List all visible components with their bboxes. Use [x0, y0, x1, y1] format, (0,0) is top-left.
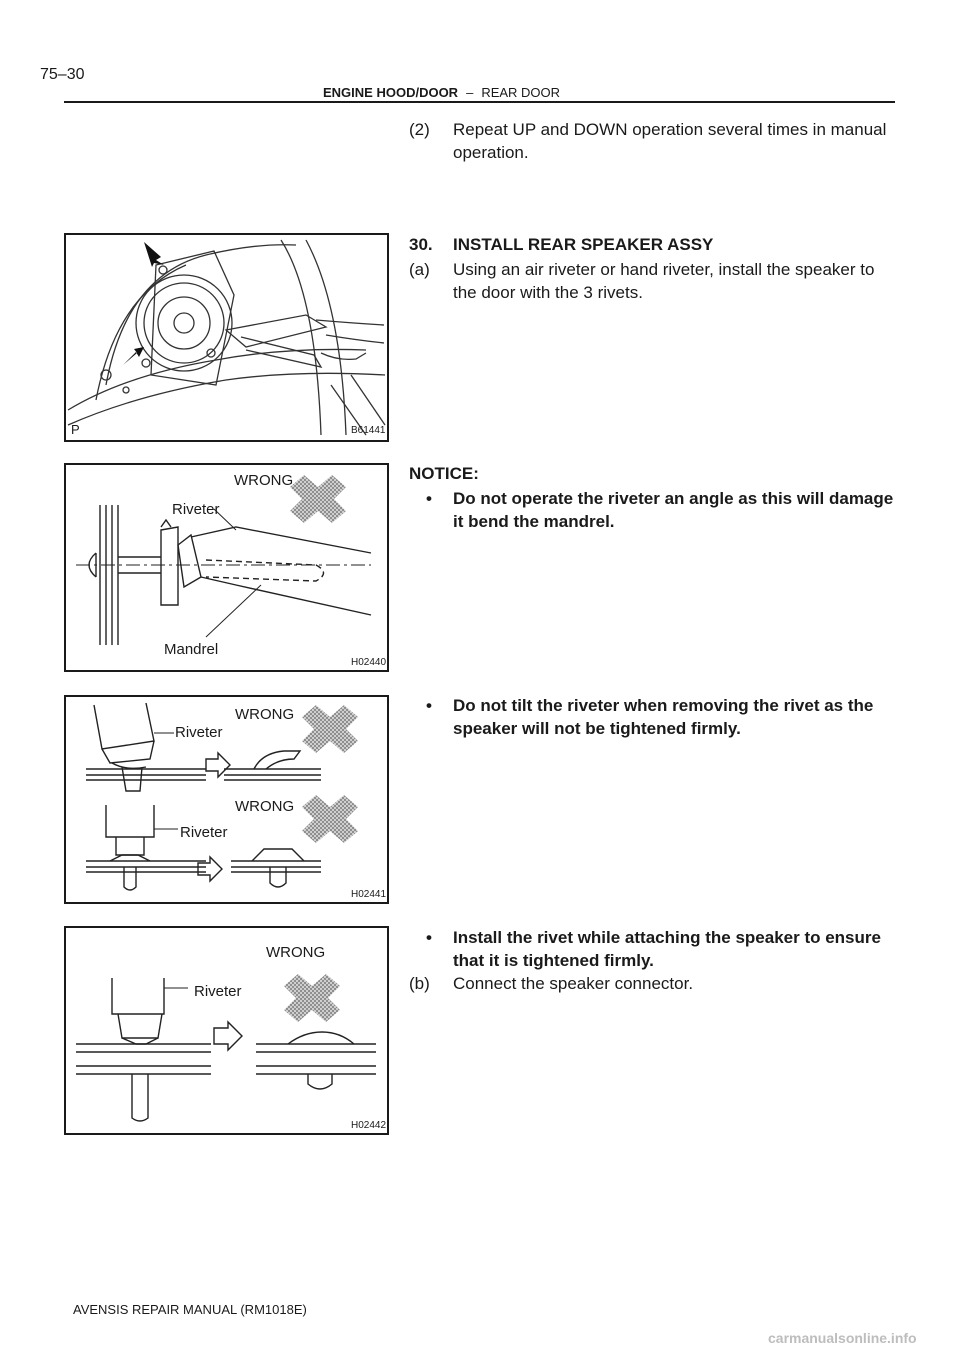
riveter-label: Riveter: [180, 824, 228, 841]
step-2-label: (2): [409, 120, 430, 139]
wrong-cross-mark: [302, 795, 358, 843]
speaker-illustration: [66, 235, 387, 440]
figure-corner-mark: P: [71, 422, 80, 437]
header-separator: –: [466, 85, 474, 100]
wrong-label: WRONG: [235, 706, 295, 723]
notice-1-text: Do not operate the riveter an angle as this will damage it bend the mandrel.: [453, 489, 894, 531]
step-a: [409, 258, 895, 304]
footer-manual-title: AVENSIS REPAIR MANUAL (RM1018E): [73, 1302, 307, 1317]
figure-id: H02441: [351, 889, 387, 900]
website-watermark: carmanualsonline.info: [768, 1330, 917, 1346]
notice-item-1: [426, 487, 895, 533]
riveter-install-illustration: [66, 928, 387, 1133]
mandrel-label: Mandrel: [164, 641, 219, 658]
figure-id: H02442: [351, 1120, 387, 1131]
wrong-label: WRONG: [235, 798, 295, 815]
notice-3-text: Install the rivet while attaching the speaker to ensure that it is tightened firmly.: [453, 928, 881, 970]
step-b: [409, 972, 895, 995]
step-2: [409, 118, 895, 164]
header-rule: [64, 101, 895, 103]
wrong-cross-mark: [284, 974, 340, 1022]
riveter-tilt-illustration: [66, 697, 387, 902]
figure-riveter-angle: [64, 463, 389, 672]
riveter-label: Riveter: [172, 501, 220, 518]
figure-riveter-tilt: [64, 695, 389, 904]
riveter-label: Riveter: [194, 983, 242, 1000]
running-header: [323, 85, 560, 100]
bullet: •: [426, 489, 432, 508]
notice-2-text: Do not tilt the riveter when removing the rivet as the speaker will not be tightened firmly.: [453, 696, 874, 738]
wrong-label: WRONG: [234, 472, 294, 489]
riveter-angle-illustration: [66, 465, 387, 670]
figure-id: H02440: [351, 657, 387, 668]
step-30-label: 30.: [409, 235, 433, 254]
step-a-label: (a): [409, 260, 430, 279]
step-30: [409, 233, 895, 256]
figure-id: B61441: [351, 425, 386, 436]
bullet: •: [426, 696, 432, 715]
bullet: •: [426, 928, 432, 947]
figure-speaker-install: [64, 233, 389, 442]
page-number: 75–30: [40, 66, 85, 83]
step-b-text: Connect the speaker connector.: [453, 974, 694, 993]
header-subsection: REAR DOOR: [481, 85, 561, 100]
step-b-label: (b): [409, 974, 430, 993]
step-30-title: INSTALL REAR SPEAKER ASSY: [453, 235, 714, 254]
notice-title: NOTICE:: [409, 464, 479, 483]
wrong-cross-mark: [302, 705, 358, 753]
figure-riveter-install: [64, 926, 389, 1135]
wrong-cross-mark: [290, 475, 346, 523]
notice-item-3: [426, 926, 895, 972]
riveter-label: Riveter: [175, 724, 223, 741]
wrong-label: WRONG: [266, 944, 326, 961]
header-section: ENGINE HOOD/DOOR: [323, 85, 459, 100]
notice-item-2: [426, 694, 895, 740]
step-a-text: Using an air riveter or hand riveter, install the speaker to the door with the 3 rivets.: [453, 260, 875, 302]
step-2-text: Repeat UP and DOWN operation several times in manual operation.: [453, 120, 887, 162]
